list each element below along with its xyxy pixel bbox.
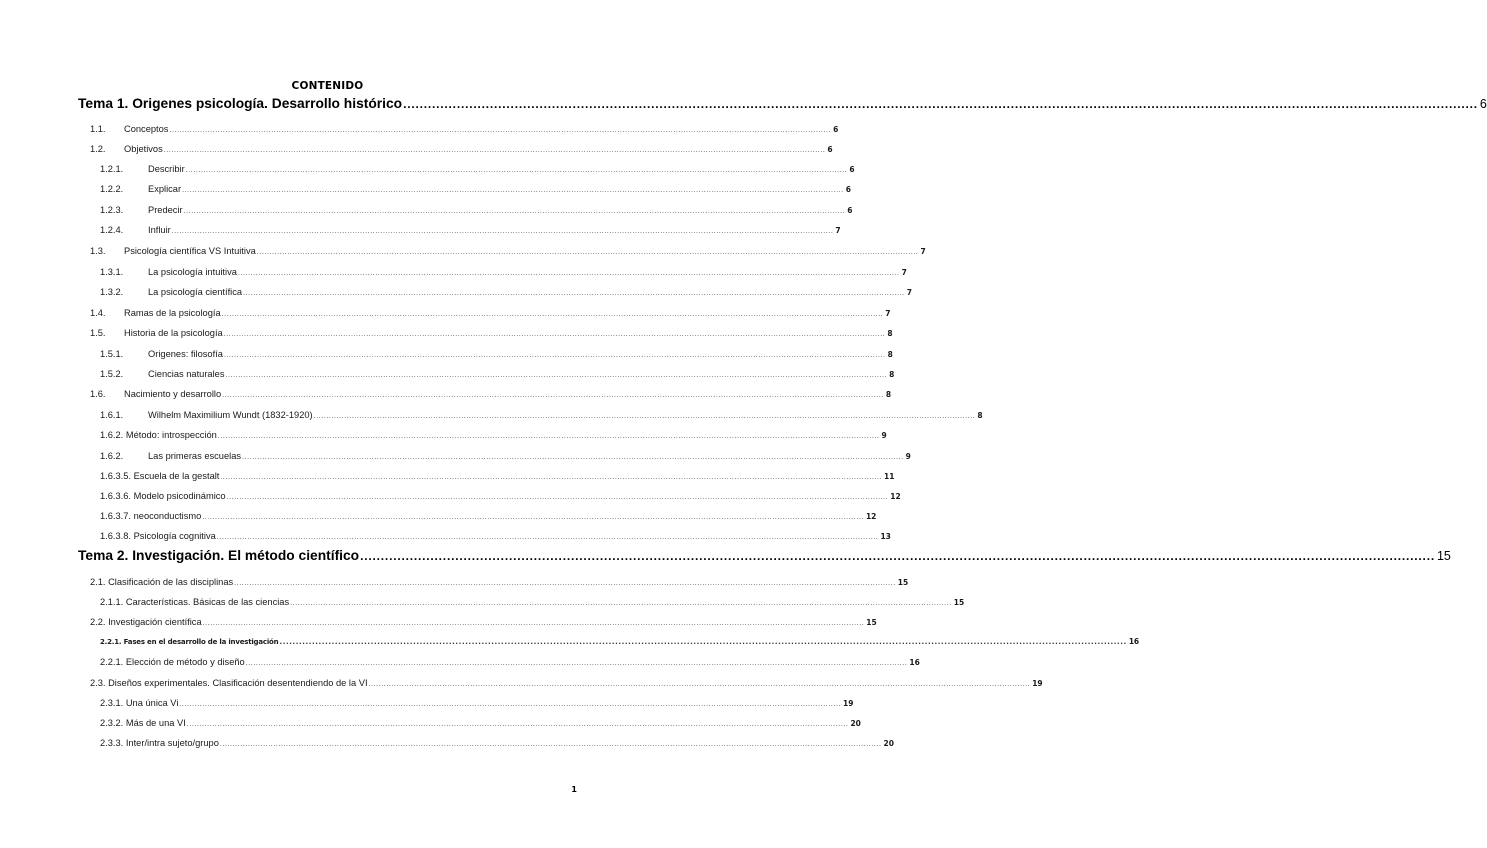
- toc-entry-title: Influir: [148, 225, 171, 235]
- toc-entry[interactable]: [90, 308, 891, 318]
- toc-entry-title: Conceptos: [124, 124, 169, 134]
- toc-entry[interactable]: [78, 96, 1487, 111]
- toc-entry-number: 1.1.: [90, 124, 106, 134]
- toc-entry-number: 1.2.: [90, 144, 106, 154]
- toc-dot-leader: ....................................................................................................................................................................................................................................................................: [237, 270, 900, 277]
- toc-entry-number: 1.6.2.: [100, 451, 124, 461]
- toc-entry-number: 1.6.1.: [100, 410, 124, 420]
- toc-entry-page: 7: [835, 226, 841, 235]
- toc-dot-leader: ....................................................................................................................................................................................................................................................................: [220, 474, 883, 481]
- toc-entry-number: 1.2.3.: [100, 205, 124, 215]
- toc-entry-number: 1.3.: [90, 246, 106, 256]
- toc-entry-title: 2.1. Clasificación de las disciplinas: [90, 577, 234, 587]
- toc-entry-number: 1.4.: [90, 308, 106, 318]
- toc-entry[interactable]: [100, 267, 907, 277]
- toc-entry-page: 6: [827, 145, 833, 154]
- toc-dot-leader: ....................................................................................................................................................................................................................................................................: [183, 208, 846, 215]
- toc-entry-number: 1.5.1.: [100, 349, 124, 359]
- toc-dot-leader: ....................................................................................................................................................................................................................................................................: [313, 413, 976, 420]
- toc-dot-leader: ....................................................................................................................................................................................................................................................................: [256, 249, 919, 256]
- toc-entry-page: 12: [890, 492, 901, 501]
- toc-dot-leader: ....................................................................................................................................................................................................................................................................: [185, 167, 848, 174]
- toc-entry[interactable]: [100, 637, 1139, 646]
- toc-entry-page: 15: [866, 618, 877, 627]
- toc-dot-leader: ....................................................................................................................................................................................................................................................................: [179, 701, 842, 708]
- toc-entry-title: Tema 1. Origenes psicología. Desarrollo histórico: [78, 96, 403, 111]
- toc-entry-page: 7: [901, 268, 907, 277]
- toc-entry-title: Ramas de la psicología: [124, 308, 221, 318]
- toc-entry-title: Wilhelm Maximilium Wundt (1832-1920): [148, 410, 313, 420]
- toc-entry-page: 9: [881, 431, 887, 440]
- toc-entry[interactable]: [100, 184, 851, 194]
- toc-entry[interactable]: [100, 430, 887, 440]
- toc-entry-title: 2.1.1. Características. Básicas de las ciencias: [100, 597, 290, 607]
- toc-entry[interactable]: [100, 205, 853, 215]
- toc-entry[interactable]: [90, 678, 1043, 688]
- toc-entry-title: 2.2. Investigación científica: [90, 617, 202, 627]
- toc-entry-title: 1.6.3.7. neoconductismo: [100, 511, 202, 521]
- toc-entry[interactable]: [90, 328, 893, 338]
- toc-dot-leader: ....................................................................................................................................................................................................................................................................: [290, 600, 952, 607]
- toc-entry-page: 6: [833, 125, 839, 134]
- toc-heading: CONTENIDO: [291, 80, 364, 92]
- toc-dot-leader: ....................................................................................................................................................................................................................................................................: [243, 290, 905, 297]
- toc-entry-title: Explicar: [148, 184, 182, 194]
- toc-entry[interactable]: [100, 738, 894, 748]
- toc-entry-page: 6: [845, 185, 851, 194]
- toc-entry-page: 19: [843, 699, 854, 708]
- toc-entry-title: Psicología científica VS Intuitiva: [124, 246, 256, 256]
- toc-entry[interactable]: [78, 548, 1451, 563]
- toc-dot-leader: ....................................................................................................................................................................................................................................................................: [163, 147, 826, 154]
- toc-dot-leader: ....................................................................................................................................................................................................................................................................: [403, 97, 1478, 111]
- toc-entry-page: 11: [884, 472, 895, 481]
- toc-entry-page: 7: [906, 288, 912, 297]
- toc-entry-number: 1.6.: [90, 389, 106, 399]
- toc-dot-leader: ....................................................................................................................................................................................................................................................................: [360, 549, 1435, 563]
- toc-entry-title: Tema 2. Investigación. El método científico: [78, 548, 360, 563]
- toc-entry-page: 15: [897, 578, 909, 587]
- toc-entry[interactable]: [100, 164, 855, 174]
- toc-entry-page: 7: [920, 247, 926, 256]
- toc-entry-page: 8: [889, 370, 895, 379]
- toc-dot-leader: ....................................................................................................................................................................................................................................................................: [182, 187, 844, 194]
- toc-entry-title: Las primeras escuelas: [148, 451, 242, 461]
- toc-dot-leader: ....................................................................................................................................................................................................................................................................: [221, 311, 884, 318]
- toc-dot-leader: ....................................................................................................................................................................................................................................................................: [226, 494, 889, 501]
- page-number: 1: [571, 785, 577, 794]
- toc-entry-title: 1.6.2. Método: introspección: [100, 430, 217, 440]
- toc-entry-title: 1.6.3.6. Modelo psicodinámico: [100, 491, 226, 501]
- toc-dot-leader: ....................................................................................................................................................................................................................................................................: [219, 741, 882, 748]
- toc-entry-title: 1.6.3.8. Psicología cognitiva: [100, 531, 216, 541]
- toc-entry[interactable]: [90, 577, 909, 587]
- toc-entry[interactable]: [100, 410, 983, 420]
- toc-entry-number: 1.2.4.: [100, 225, 124, 235]
- toc-entry-page: 8: [887, 329, 893, 338]
- toc-entry-page: 6: [849, 165, 855, 174]
- toc-dot-leader: ....................................................................................................................................................................................................................................................................: [202, 514, 864, 521]
- toc-entry-number: 1.3.1.: [100, 267, 124, 277]
- toc-entry-page: 13: [880, 532, 891, 541]
- toc-dot-leader: ....................................................................................................................................................................................................................................................................: [186, 721, 849, 728]
- toc-entry-page: 7: [885, 309, 891, 318]
- toc-entry[interactable]: [90, 144, 833, 154]
- toc-entry-title: La psicología científica: [148, 287, 243, 297]
- toc-entry-number: 1.3.2.: [100, 287, 124, 297]
- toc-entry[interactable]: [100, 471, 895, 481]
- toc-entry[interactable]: [100, 698, 854, 708]
- toc-entry-title: Nacimiento y desarrollo: [124, 389, 222, 399]
- toc-dot-leader: ....................................................................................................................................................................................................................................................................: [279, 638, 1127, 646]
- toc-dot-leader: ....................................................................................................................................................................................................................................................................: [223, 352, 886, 359]
- toc-entry-title: Objetivos: [124, 144, 163, 154]
- toc-dot-leader: ....................................................................................................................................................................................................................................................................: [225, 372, 888, 379]
- toc-entry-page: 8: [887, 350, 893, 359]
- toc-entry-title: Origenes: filosofía: [148, 349, 223, 359]
- toc-entry-title: Predecir: [148, 205, 183, 215]
- toc-entry-page: 20: [883, 739, 894, 748]
- toc-entry[interactable]: [100, 657, 920, 667]
- toc-entry-page: 19: [1032, 679, 1043, 688]
- toc-dot-leader: ....................................................................................................................................................................................................................................................................: [223, 331, 886, 338]
- toc-dot-leader: ....................................................................................................................................................................................................................................................................: [234, 580, 896, 587]
- toc-dot-leader: ....................................................................................................................................................................................................................................................................: [242, 454, 904, 461]
- toc-entry-page: 6: [847, 206, 853, 215]
- toc-dot-leader: ....................................................................................................................................................................................................................................................................: [202, 620, 865, 627]
- toc-entry-title: 2.3. Diseños experimentales. Clasificación desentendiendo de la VI: [90, 678, 368, 688]
- toc-entry-page: 16: [909, 658, 920, 667]
- toc-entry[interactable]: [100, 287, 912, 297]
- toc-entry[interactable]: [100, 531, 891, 541]
- toc-entry[interactable]: [90, 124, 839, 134]
- toc-dot-leader: ....................................................................................................................................................................................................................................................................: [222, 392, 884, 399]
- toc-dot-leader: ....................................................................................................................................................................................................................................................................: [217, 433, 880, 440]
- toc-entry[interactable]: [90, 246, 926, 256]
- toc-entry-number: 1.2.1.: [100, 164, 124, 174]
- toc-entry[interactable]: [100, 491, 901, 501]
- toc-entry-title: 2.3.1. Una única Vi: [100, 698, 179, 708]
- toc-entry-title: 1.6.3.5. Escuela de la gestalt: [100, 471, 220, 481]
- toc-entry-title: 2.3.2. Más de una VI: [100, 718, 186, 728]
- toc-entry[interactable]: [100, 511, 877, 521]
- toc-entry[interactable]: [100, 597, 965, 607]
- toc-entry-title: La psicología intuitiva: [148, 267, 237, 277]
- toc-entry[interactable]: [90, 617, 877, 627]
- toc-entry-title: 2.2.1. Elección de método y diseño: [100, 657, 245, 667]
- toc-entry-title: 2.3.3. Inter/intra sujeto/grupo: [100, 738, 219, 748]
- toc-entry-page: 20: [850, 719, 861, 728]
- toc-entry[interactable]: [90, 389, 892, 399]
- toc-entry-page: 15: [953, 598, 965, 607]
- toc-entry-page: 8: [885, 390, 892, 399]
- toc-entry-page: 8: [977, 411, 983, 420]
- toc-entry-number: 1.5.2.: [100, 369, 124, 379]
- toc-entry-title: Historia de la psicología: [124, 328, 223, 338]
- toc-dot-leader: ....................................................................................................................................................................................................................................................................: [245, 660, 908, 667]
- toc-dot-leader: ....................................................................................................................................................................................................................................................................: [171, 228, 834, 235]
- toc-entry[interactable]: [100, 225, 841, 235]
- toc-entry[interactable]: [100, 369, 895, 379]
- toc-entry[interactable]: [100, 718, 861, 728]
- toc-entry-page: 6: [1479, 97, 1487, 111]
- toc-entry-page: 16: [1128, 637, 1139, 646]
- toc-dot-leader: ....................................................................................................................................................................................................................................................................: [368, 681, 1031, 688]
- toc-entry-number: 1.2.2.: [100, 184, 124, 194]
- toc-entry-page: 12: [865, 512, 877, 521]
- toc-entry-page: 9: [905, 452, 911, 461]
- toc-entry-page: 15: [1436, 549, 1451, 563]
- toc-entry-title: Ciencias naturales: [148, 369, 225, 379]
- toc-dot-leader: ....................................................................................................................................................................................................................................................................: [169, 127, 832, 134]
- toc-entry-title: 2.2.1. Fases en el desarrollo de la investigación: [100, 638, 279, 646]
- toc-entry[interactable]: [100, 451, 911, 461]
- toc-entry-number: 1.5.: [90, 328, 106, 338]
- toc-entry[interactable]: [100, 349, 893, 359]
- toc-dot-leader: ....................................................................................................................................................................................................................................................................: [216, 534, 879, 541]
- toc-entry-title: Describir: [148, 164, 185, 174]
